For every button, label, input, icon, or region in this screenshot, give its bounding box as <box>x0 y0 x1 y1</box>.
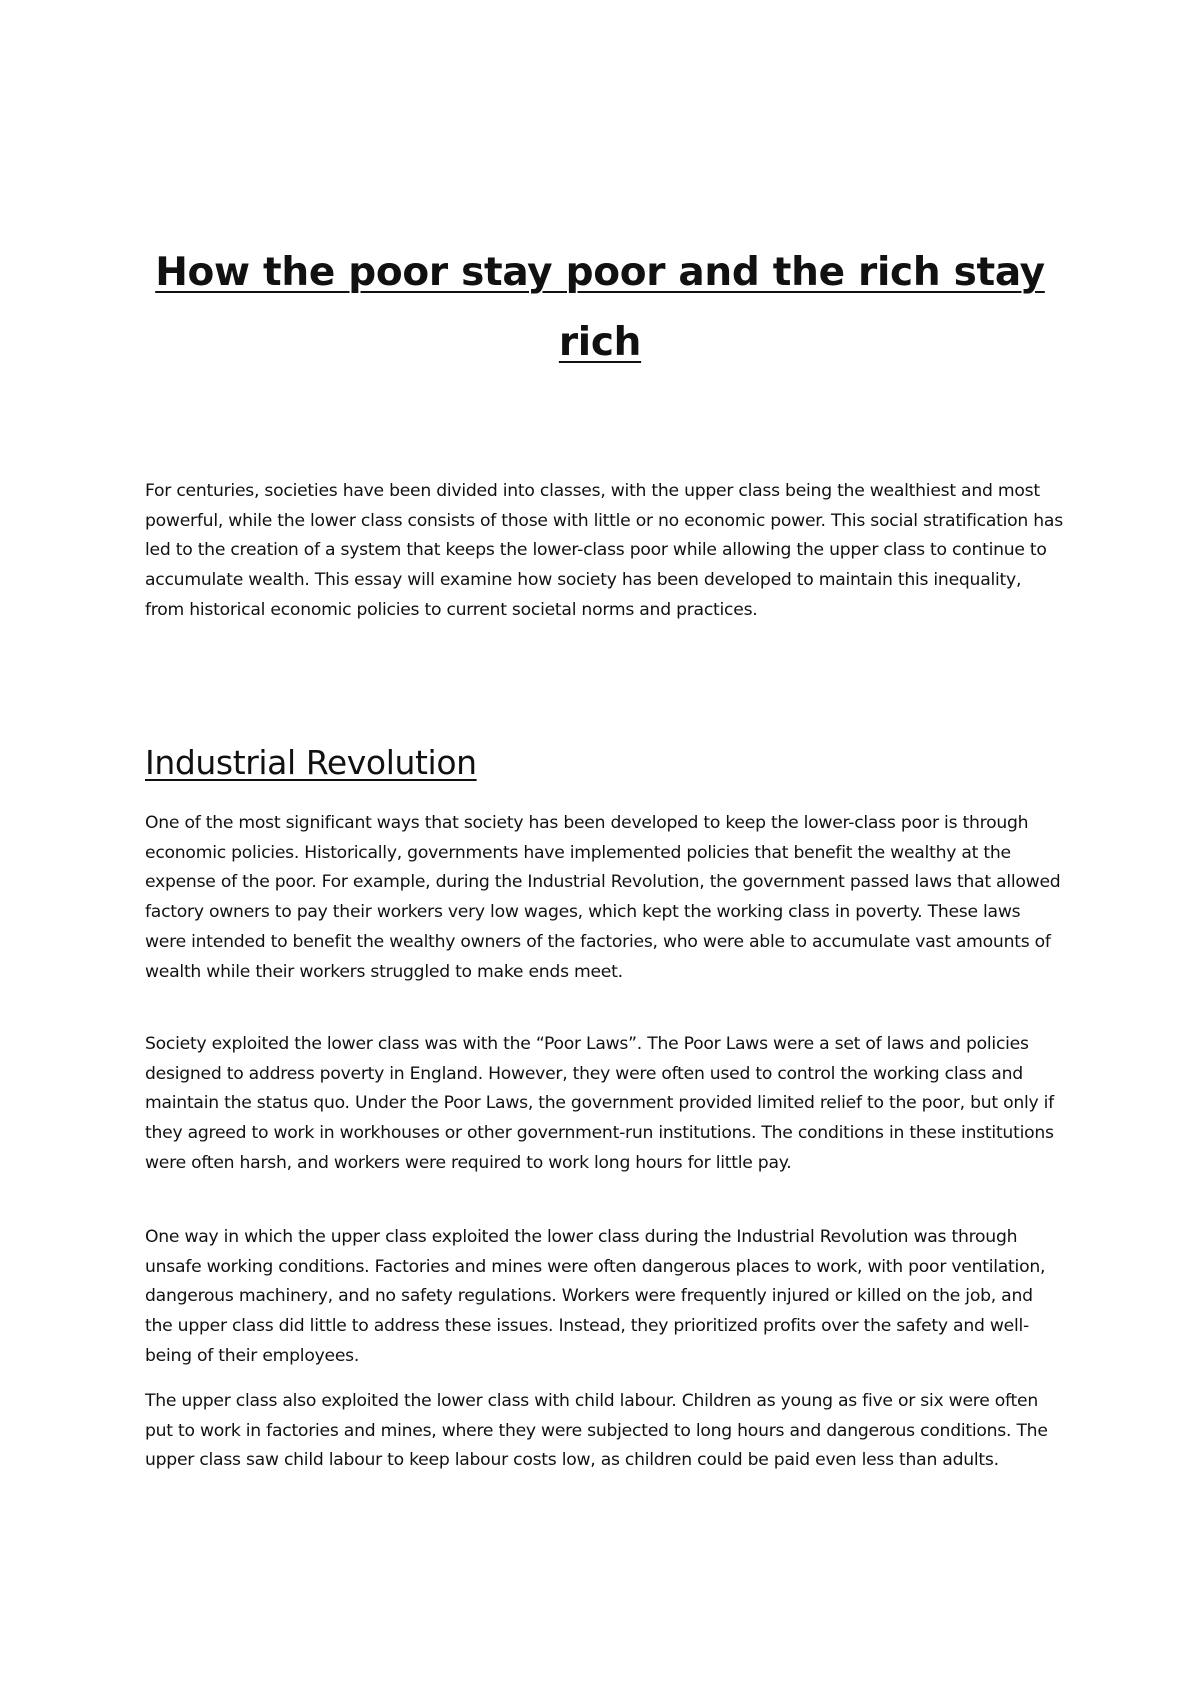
body-paragraph: The upper class also exploited the lower class with child labour. Children as young as five or six were often put to work in factories and mines, where they were subjected to long hours and dangerous conditions. The upper class saw child labour to keep labour costs low, as children could be paid even less than adults. <box>145 1391 1048 1471</box>
body-paragraph: Society exploited the lower class was with the “Poor Laws”. The Poor Laws were a set of laws and policies designed to address poverty in England. However, they were often used to control the working class and maintain the status quo. Under the Poor Laws, the government provided limited relief to the poor, but only if they agreed to work in workhouses or other government-run institutions. The conditions in these institutions were often harsh, and workers were required to work long hours for little pay. <box>145 1034 1054 1173</box>
section-heading-industrial-revolution: Industrial Revolution <box>145 743 477 782</box>
intro-paragraph: For centuries, societies have been divided into classes, with the upper class being the wealthiest and most powerful, while the lower class consists of those with little or no economic power. This social stratification has led to the creation of a system that keeps the lower-class poor while allowing the upper class to continue to accumulate wealth. This essay will examine how society has been developed to maintain this inequality, from historical economic policies to current societal norms and practices. <box>145 481 1063 620</box>
body-paragraph: One way in which the upper class exploited the lower class during the Industrial Revolution was through unsafe working conditions. Factories and mines were often dangerous places to work, with poor ventilation, dangerous machinery, and no safety regulations. Workers were frequently injured or killed on the job, and the upper class did little to address these issues. Instead, they prioritized profits over the safety and well-being of their employees. <box>145 1227 1046 1366</box>
body-paragraph: One of the most significant ways that society has been developed to keep the lower-class poor is through economic policies. Historically, governments have implemented policies that benefit the wealthy at the expense of the poor. For example, during the Industrial Revolution, the government passed laws that allowed factory owners to pay their workers very low wages, which kept the working class in poverty. These laws were intended to benefit the wealthy owners of the factories, who were able to accumulate vast amounts of wealth while their workers struggled to make ends meet. <box>145 813 1061 982</box>
document-title: How the poor stay poor and the rich stay rich <box>155 250 1045 365</box>
